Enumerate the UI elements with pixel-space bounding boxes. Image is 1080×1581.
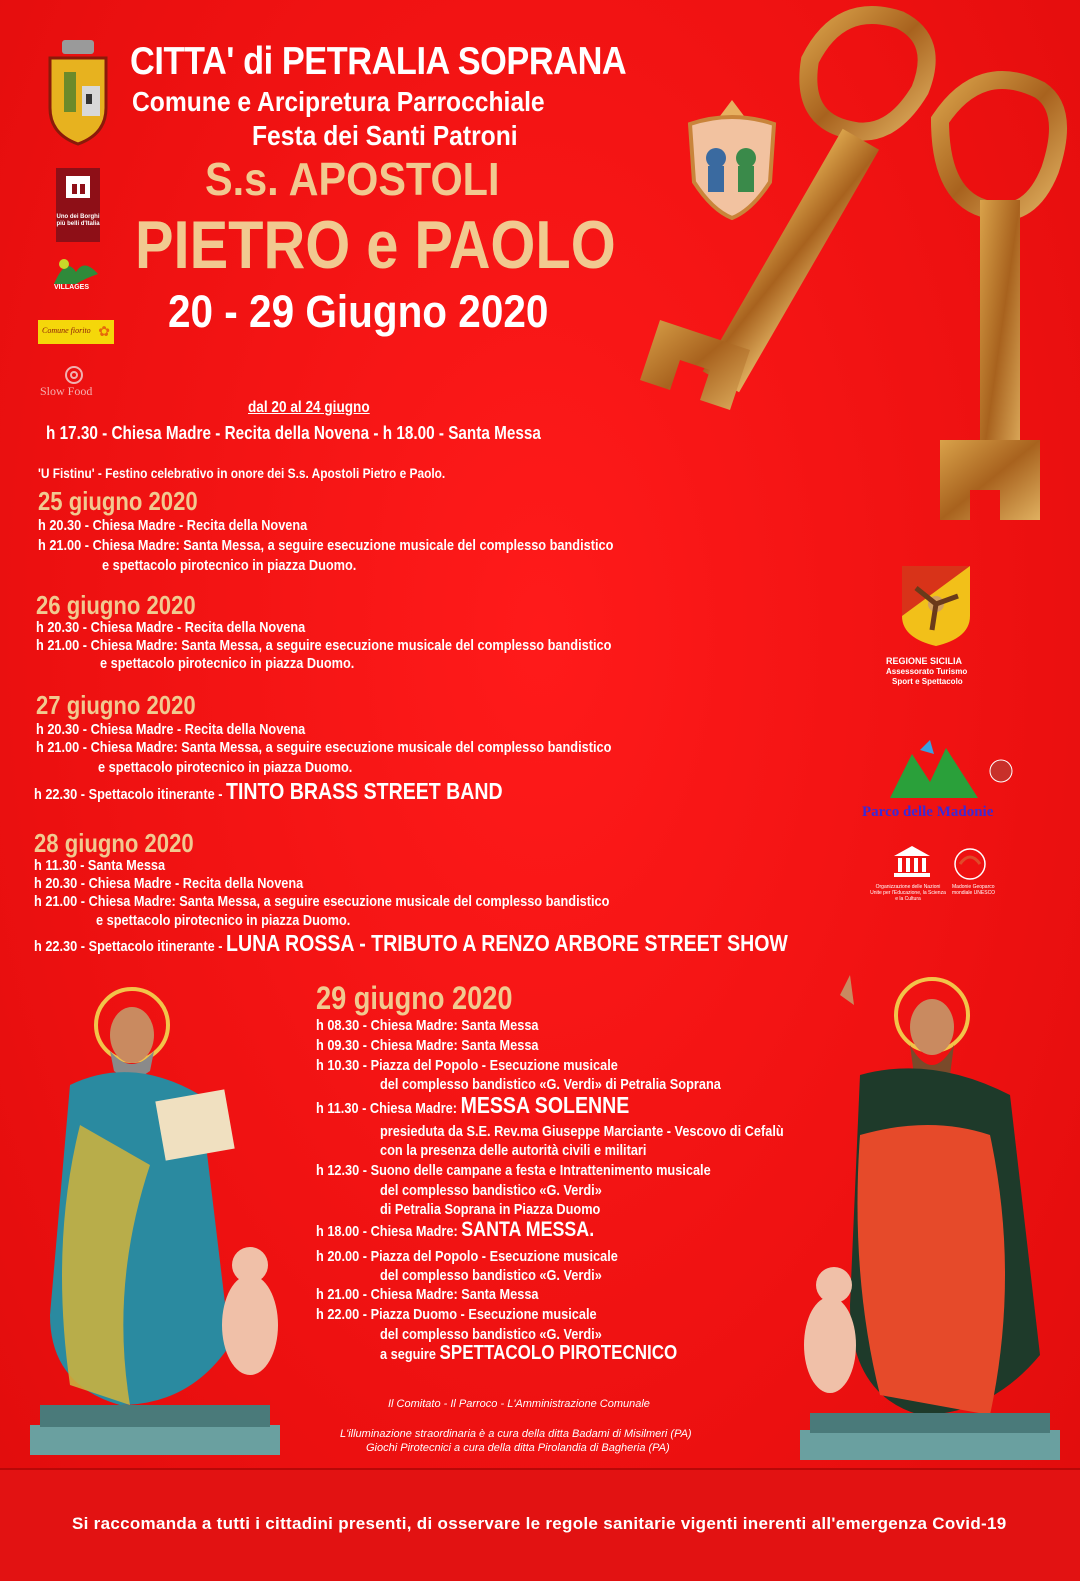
flower-icon: ✿ [98, 323, 110, 339]
day-29-line6: presieduta da S.E. Rev.ma Giuseppe Marciante - Vescovo di Cefalù [380, 1123, 784, 1140]
unesco-text: Organizzazione delle Nazioni Unite per l'Educazione, la Scienza e la Cultura [870, 884, 946, 902]
regione-line3: Sport e Spettacolo [892, 677, 963, 686]
snail-icon [62, 364, 86, 386]
day-26-line3: e spettacolo pirotecnico in piazza Duomo. [100, 655, 355, 672]
apostoli-title: S.s. APOSTOLI [205, 153, 500, 205]
day-28-title: 28 giugno 2020 [34, 828, 194, 858]
day-29-line16: del complesso bandistico «G. Verdi» [380, 1326, 602, 1343]
festa-subtitle: Festa dei Santi Patroni [252, 120, 518, 151]
comune-fiorito-badge [38, 320, 114, 344]
unesco-temple-icon [892, 846, 932, 878]
city-title: CITTA' di PETRALIA SOPRANA [130, 40, 627, 83]
day-26-line2: h 21.00 - Chiesa Madre: Santa Messa, a seguire esecuzione musicale del complesso bandistico [36, 637, 612, 654]
petralia-coat-of-arms-icon [40, 38, 116, 148]
day-25-title: 25 giugno 2020 [38, 486, 198, 516]
illumination-credit: L'illuminazione straordinaria è a cura della ditta Badami di Misilmeri (PA) [340, 1428, 692, 1440]
comune-fiorito-text: Comune fiorito [42, 326, 91, 335]
borghi-logo-icon [56, 168, 100, 242]
day-29-line14: h 21.00 - Chiesa Madre: Santa Messa [316, 1286, 539, 1303]
day-29-line12: h 20.00 - Piazza del Popolo - Esecuzione musicale [316, 1248, 618, 1265]
saint-peter-statue-icon [10, 985, 300, 1465]
saints-title: PIETRO e PAOLO [135, 207, 616, 283]
tinto-brass-band: TINTO BRASS STREET BAND [226, 778, 503, 804]
villages-text: VILLAGES [54, 284, 90, 291]
event-dates: 20 - 29 Giugno 2020 [168, 286, 549, 337]
day-29-line17-prefix: a seguire [380, 1346, 436, 1363]
slow-food-text: Slow Food [40, 384, 93, 398]
day-29-line10: di Petralia Soprana in Piazza Duomo [380, 1201, 601, 1218]
luna-rossa-show: LUNA ROSSA - TRIBUTO A RENZO ARBORE STREET SHOW [226, 930, 788, 956]
madonie-geopark-icon [952, 846, 988, 882]
borghi-text: Uno dei Borghi più belli d'Italia [56, 214, 100, 227]
geopark-icon [988, 758, 1014, 784]
day-26-line1: h 20.30 - Chiesa Madre - Recita della Novena [36, 619, 306, 636]
day-29-line5-prefix: h 11.30 - Chiesa Madre: [316, 1100, 458, 1117]
regione-line1: REGIONE SICILIA [886, 656, 963, 666]
day-27-line4 [34, 778, 503, 804]
comune-subtitle: Comune e Arcipretura Parrocchiale [132, 86, 545, 117]
covid-notice: Si raccomanda a tutti i cittadini presenti, di osservare le regole sanitarie vigenti inerenti all'emergenza Covid-19 [72, 1514, 1007, 1533]
santa-messa-evening: SANTA MESSA. [461, 1218, 595, 1241]
day-29-line4: del complesso bandistico «G. Verdi» di Petralia Soprana [380, 1076, 721, 1093]
day-28-line5 [34, 930, 788, 956]
day-29-line11-prefix: h 18.00 - Chiesa Madre: [316, 1223, 458, 1240]
day-29-line13: del complesso bandistico «G. Verdi» [380, 1267, 602, 1284]
day-29-line5 [316, 1092, 630, 1118]
day-27-line4-prefix: h 22.30 - Spettacolo itinerante - [34, 786, 223, 803]
day-28-line3: h 21.00 - Chiesa Madre: Santa Messa, a seguire esecuzione musicale del complesso bandistico [34, 893, 610, 910]
day-29-line3: h 10.30 - Piazza del Popolo - Esecuzione musicale [316, 1057, 618, 1074]
day-29-line11 [316, 1220, 594, 1241]
day-29-line15: h 22.00 - Piazza Duomo - Esecuzione musicale [316, 1306, 597, 1323]
day-29-title: 29 giugno 2020 [316, 980, 513, 1016]
day-25-line2: h 21.00 - Chiesa Madre: Santa Messa, a seguire esecuzione musicale del complesso bandistico [38, 537, 614, 554]
intro-line: h 17.30 - Chiesa Madre - Recita della Novena - h 18.00 - Santa Messa [46, 423, 541, 443]
intro-range: dal 20 al 24 giugno [248, 399, 370, 416]
day-29-line8: h 12.30 - Suono delle campane a festa e Intrattenimento musicale [316, 1162, 711, 1179]
day-27-line1: h 20.30 - Chiesa Madre - Recita della Novena [36, 721, 306, 738]
saint-paul-statue-icon [790, 975, 1070, 1465]
day-25-line1: h 20.30 - Chiesa Madre - Recita della Novena [38, 517, 308, 534]
day-28-line5-prefix: h 22.30 - Spettacolo itinerante - [34, 938, 223, 955]
organizers-line: Il Comitato - Il Parroco - L'Amministrazione Comunale [388, 1398, 650, 1410]
day-28-line1: h 11.30 - Santa Messa [34, 857, 166, 874]
parco-text: Parco delle Madonie [862, 804, 994, 820]
parco-madonie-logo-icon [890, 740, 980, 800]
day-29-line7: con la presenza delle autorità civili e militari [380, 1142, 647, 1159]
fistinu-line: 'U Fistinu' - Festino celebrativo in onore dei S.s. Apostoli Pietro e Paolo. [38, 465, 446, 481]
day-29-line9: del complesso bandistico «G. Verdi» [380, 1182, 602, 1199]
spettacolo-pirotecnico: SPETTACOLO PIROTECNICO [439, 1342, 678, 1364]
day-28-line2: h 20.30 - Chiesa Madre - Recita della Novena [34, 875, 304, 892]
day-27-line3: e spettacolo pirotecnico in piazza Duomo. [98, 759, 353, 776]
fireworks-credit: Giochi Pirotecnici a cura della ditta Pirolandia di Bagheria (PA) [366, 1442, 670, 1454]
day-28-line4: e spettacolo pirotecnico in piazza Duomo. [96, 912, 351, 929]
day-29-line1: h 08.30 - Chiesa Madre: Santa Messa [316, 1017, 539, 1034]
day-29-line17 [380, 1344, 677, 1364]
day-27-line2: h 21.00 - Chiesa Madre: Santa Messa, a seguire esecuzione musicale del complesso bandistico [36, 739, 612, 756]
day-26-title: 26 giugno 2020 [36, 590, 196, 620]
day-29-line2: h 09.30 - Chiesa Madre: Santa Messa [316, 1037, 539, 1054]
day-25-line3: e spettacolo pirotecnico in piazza Duomo. [102, 557, 357, 574]
regione-line2: Assessorato Turismo [886, 667, 968, 676]
messa-solenne: MESSA SOLENNE [460, 1092, 630, 1118]
day-27-title: 27 giugno 2020 [36, 690, 196, 720]
trinacria-logo-icon [902, 566, 970, 646]
keys-icon [640, 0, 1080, 530]
madonie-text: Madonie Geoparco mondiale UNESCO [952, 884, 996, 896]
